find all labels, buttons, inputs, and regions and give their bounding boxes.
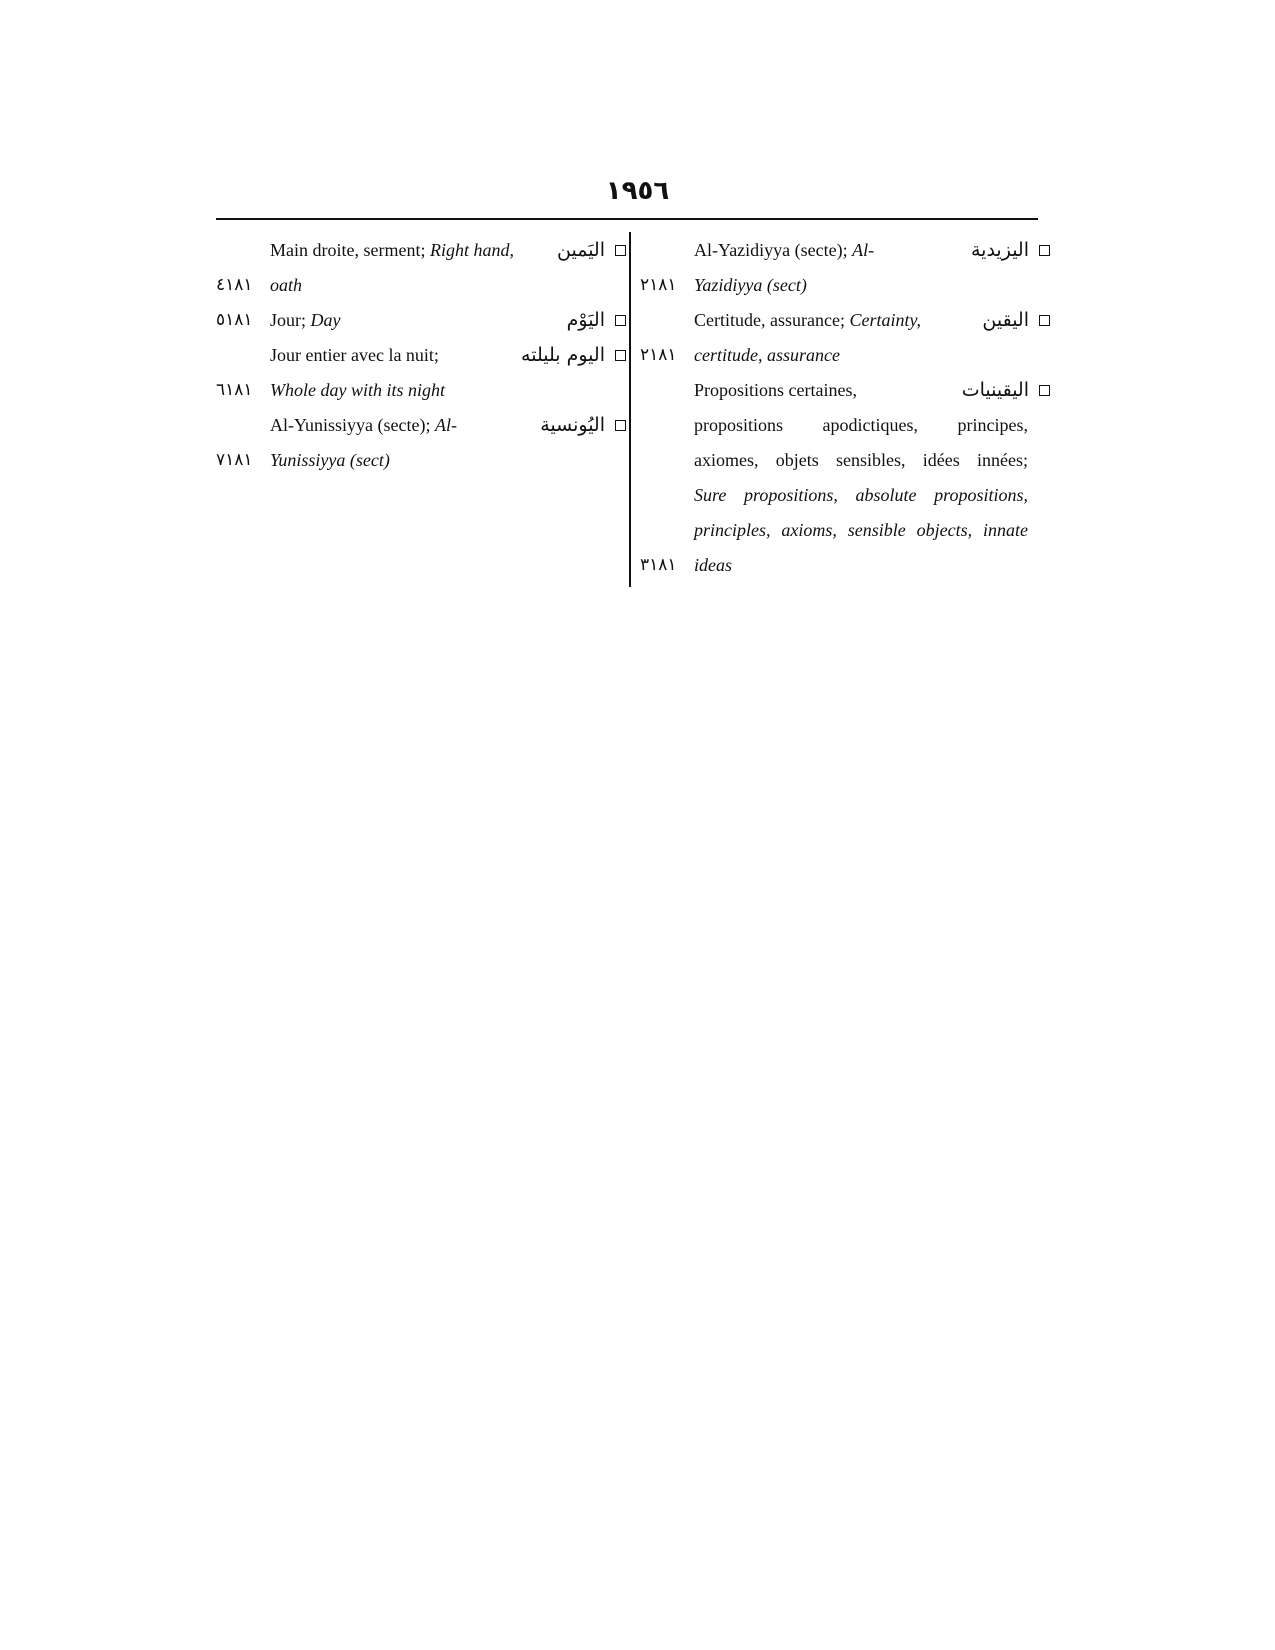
column-divider <box>629 232 631 587</box>
english-translation: Yunissiyya (sect) <box>270 450 390 470</box>
entry-number: ١٨١٣ <box>640 555 677 575</box>
entry-line <box>216 408 626 443</box>
definition-text <box>694 268 807 303</box>
square-bullet-icon <box>1039 245 1050 256</box>
english-translation: certitude, assurance <box>694 345 840 365</box>
arabic-term: اليزيدية <box>970 239 1029 261</box>
entry-line <box>640 548 1050 583</box>
arabic-term: اليقين <box>982 309 1029 331</box>
entry-line <box>216 303 626 338</box>
definition-text <box>270 373 445 408</box>
entry-line <box>640 303 1050 338</box>
entry-line <box>640 268 1050 303</box>
entry-number: ١٨١٥ <box>216 310 253 330</box>
definition-text <box>694 373 857 408</box>
entry-line <box>216 443 626 478</box>
definition-text <box>270 303 341 338</box>
english-translation: Yazidiyya (sect) <box>694 275 807 295</box>
french-translation: Propositions certaines, <box>694 380 857 400</box>
entry-line <box>640 478 1050 513</box>
entry-headword <box>540 408 626 443</box>
english-translation: Sure propositions, absolute propositions, <box>694 485 1028 505</box>
definition-text <box>694 478 1028 513</box>
entry-headword <box>982 303 1050 338</box>
arabic-term: اليوم بليلته <box>521 344 605 366</box>
page-number: ١٩٥٦ <box>605 176 670 206</box>
entry-line <box>640 373 1050 408</box>
english-translation: Al- <box>434 415 457 435</box>
entry-line <box>640 408 1050 443</box>
french-translation: Main droite, serment; <box>270 240 430 260</box>
definition-text <box>270 338 439 373</box>
entry-headword <box>521 338 626 373</box>
definition-text <box>270 233 514 268</box>
square-bullet-icon <box>615 245 626 256</box>
english-translation: Day <box>310 310 341 330</box>
entry-number: ١٨١٤ <box>216 275 253 295</box>
french-translation: Jour; <box>270 310 311 330</box>
french-translation: Certitude, assurance; <box>694 310 850 330</box>
entry-line <box>216 268 626 303</box>
definition-text <box>270 268 302 303</box>
french-translation: Al-Yazidiyya (secte); <box>694 240 853 260</box>
definition-text <box>694 548 732 583</box>
english-translation: Whole day with its night <box>270 380 445 400</box>
arabic-term: اليَوْم <box>566 309 605 331</box>
english-translation: Certainty, <box>849 310 921 330</box>
square-bullet-icon <box>615 315 626 326</box>
entry-line <box>216 373 626 408</box>
entry-line <box>640 233 1050 268</box>
square-bullet-icon <box>615 350 626 361</box>
entry-line <box>640 338 1050 373</box>
english-translation: Al- <box>852 240 875 260</box>
english-translation: ideas <box>694 555 732 575</box>
square-bullet-icon <box>1039 385 1050 396</box>
square-bullet-icon <box>1039 315 1050 326</box>
french-translation: Al-Yunissiyya (secte); <box>270 415 435 435</box>
definition-text <box>694 303 921 338</box>
english-translation: Right hand, <box>429 240 514 260</box>
entry-headword <box>567 303 626 338</box>
arabic-term: اليقينيات <box>961 379 1029 401</box>
dictionary-entry <box>640 303 1050 373</box>
right-column <box>640 233 1050 583</box>
english-translation: oath <box>270 275 303 295</box>
entry-number: ١٨١٦ <box>216 380 253 400</box>
english-translation: principles, axioms, sensible objects, innate <box>694 520 1028 540</box>
entry-line <box>216 338 626 373</box>
definition-text <box>694 233 874 268</box>
definition-text <box>694 408 1028 443</box>
entry-line <box>640 443 1050 478</box>
french-translation: propositions apodictiques, principes, <box>694 415 1028 435</box>
header-rule <box>216 218 1038 220</box>
arabic-term: اليُونسية <box>540 414 605 436</box>
entry-number: ١٨١٢ <box>640 345 677 365</box>
square-bullet-icon <box>615 420 626 431</box>
definition-text <box>270 443 390 478</box>
dictionary-entry <box>640 233 1050 303</box>
arabic-term: اليَمين <box>557 239 605 261</box>
definition-text <box>694 443 1028 478</box>
dictionary-entry <box>216 233 626 303</box>
entry-line <box>216 233 626 268</box>
definition-text <box>270 408 457 443</box>
definition-text <box>694 338 840 373</box>
entry-line <box>640 513 1050 548</box>
entry-number: ١٨١٢ <box>640 275 677 295</box>
dictionary-entry <box>640 373 1050 583</box>
entry-number: ١٨١٧ <box>216 450 253 470</box>
french-translation: axiomes, objets sensibles, idées innées; <box>694 450 1028 470</box>
entry-headword <box>962 373 1050 408</box>
entry-headword <box>557 233 626 268</box>
dictionary-entry <box>216 338 626 408</box>
entry-headword <box>971 233 1050 268</box>
dictionary-entry <box>216 303 626 338</box>
french-translation: Jour entier avec la nuit; <box>270 345 439 365</box>
definition-text <box>694 513 1028 548</box>
left-column <box>216 233 626 478</box>
dictionary-entry <box>216 408 626 478</box>
